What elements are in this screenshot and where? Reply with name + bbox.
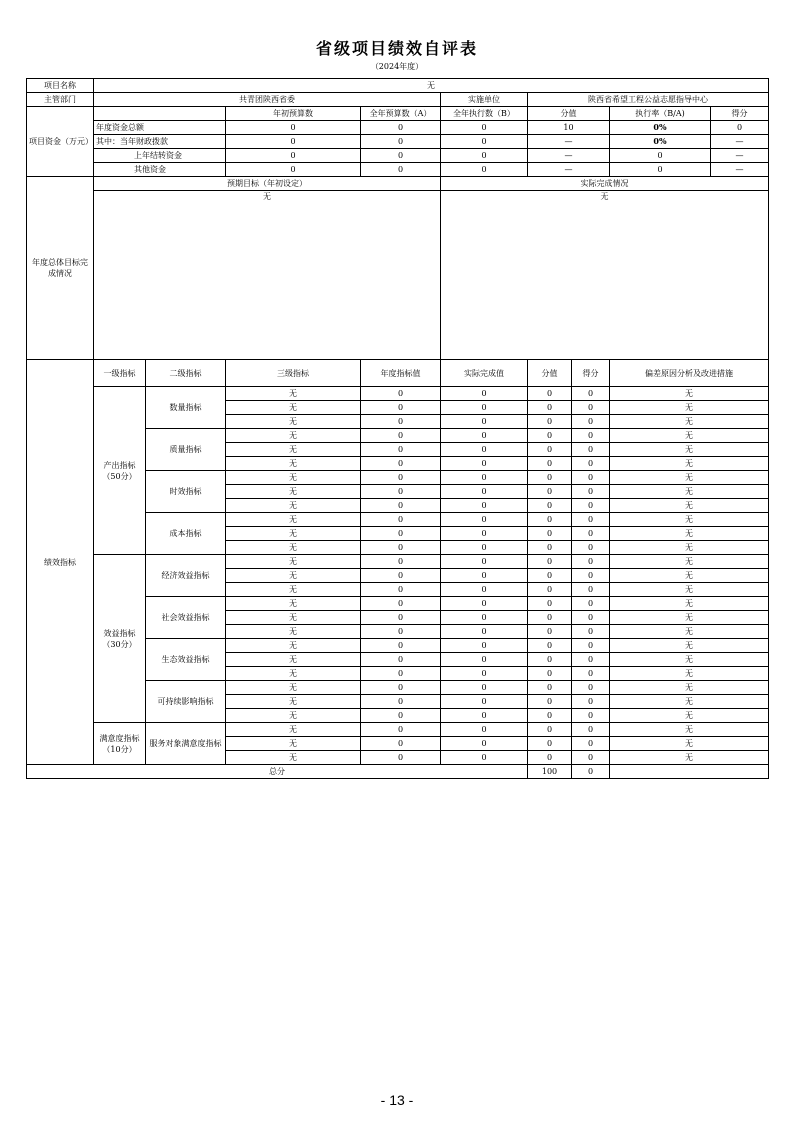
level3-indicator: 无 <box>226 639 361 653</box>
score-value: 0 <box>528 513 572 527</box>
cell: — <box>528 135 610 149</box>
deviation-value: 无 <box>610 625 769 639</box>
header-score-value: 分值 <box>528 360 572 387</box>
row-fiscal <box>27 135 769 149</box>
deviation-value: 无 <box>610 443 769 457</box>
level3-indicator: 无 <box>226 415 361 429</box>
score-value: 0 <box>528 695 572 709</box>
actual-value: 0 <box>441 513 528 527</box>
header-level1: 一级指标 <box>94 360 146 387</box>
score-value: 0 <box>528 443 572 457</box>
deviation-value: 无 <box>610 471 769 485</box>
cell: 10 <box>528 121 610 135</box>
score: 0 <box>572 387 610 401</box>
score: 0 <box>572 737 610 751</box>
actual-completion-value: 无 <box>441 191 769 360</box>
deviation-value: 无 <box>610 681 769 695</box>
deviation-value: 无 <box>610 555 769 569</box>
actual-value: 0 <box>441 443 528 457</box>
cell: 0 <box>361 149 441 163</box>
total-label: 总分 <box>27 765 528 779</box>
annual-target-value: 0 <box>361 555 441 569</box>
score: 0 <box>572 653 610 667</box>
annual-target-value: 0 <box>361 443 441 457</box>
deviation-value: 无 <box>610 387 769 401</box>
deviation-value: 无 <box>610 513 769 527</box>
cell: 0 <box>610 163 711 177</box>
deviation-value: 无 <box>610 639 769 653</box>
deviation-value: 无 <box>610 751 769 765</box>
annual-target-value: 0 <box>361 751 441 765</box>
score: 0 <box>572 639 610 653</box>
score: 0 <box>572 751 610 765</box>
annual-target-value: 0 <box>361 723 441 737</box>
row-goal-header <box>27 177 769 191</box>
level2-indicator: 成本指标 <box>146 513 226 555</box>
annual-target-value: 0 <box>361 499 441 513</box>
cell: 0 <box>361 121 441 135</box>
score-value: 0 <box>528 387 572 401</box>
level3-indicator: 无 <box>226 653 361 667</box>
col-initial-budget: 年初预算数 <box>226 107 361 121</box>
score: 0 <box>572 401 610 415</box>
level3-indicator: 无 <box>226 695 361 709</box>
indicator-row <box>27 555 769 569</box>
cell: 0 <box>441 121 528 135</box>
score: 0 <box>572 667 610 681</box>
score: 0 <box>572 485 610 499</box>
label-carryover: 上年结转资金 <box>94 149 226 163</box>
row-dept <box>27 93 769 107</box>
actual-value: 0 <box>441 527 528 541</box>
annual-target-value: 0 <box>361 485 441 499</box>
row-indicator-header <box>27 360 769 387</box>
annual-target-value: 0 <box>361 667 441 681</box>
row-annual-total <box>27 121 769 135</box>
score: 0 <box>572 583 610 597</box>
score-value: 0 <box>528 541 572 555</box>
score: 0 <box>572 597 610 611</box>
page-subtitle: （2024年度） <box>370 62 424 71</box>
col-score: 得分 <box>711 107 769 121</box>
expected-goal-value: 无 <box>94 191 441 360</box>
actual-value: 0 <box>441 639 528 653</box>
level3-indicator: 无 <box>226 625 361 639</box>
score: 0 <box>572 415 610 429</box>
header-score: 得分 <box>572 360 610 387</box>
cell: 0 <box>226 149 361 163</box>
score-value: 0 <box>528 499 572 513</box>
score: 0 <box>572 457 610 471</box>
deviation-value: 无 <box>610 737 769 751</box>
deviation-value: 无 <box>610 415 769 429</box>
annual-target-value: 0 <box>361 457 441 471</box>
actual-value: 0 <box>441 611 528 625</box>
row-project-name <box>27 79 769 93</box>
header-level3: 三级指标 <box>226 360 361 387</box>
score-value: 0 <box>528 471 572 485</box>
level3-indicator: 无 <box>226 709 361 723</box>
cell: 0 <box>361 135 441 149</box>
actual-value: 0 <box>441 583 528 597</box>
level3-indicator: 无 <box>226 443 361 457</box>
level2-indicator: 质量指标 <box>146 429 226 471</box>
score-value: 0 <box>528 681 572 695</box>
score-value: 0 <box>528 527 572 541</box>
level1-indicator: 效益指标（30分） <box>94 555 146 723</box>
actual-value: 0 <box>441 695 528 709</box>
deviation-value: 无 <box>610 667 769 681</box>
annual-target-value: 0 <box>361 681 441 695</box>
score: 0 <box>572 541 610 555</box>
actual-value: 0 <box>441 723 528 737</box>
header-annual-target: 年度指标值 <box>361 360 441 387</box>
score-value: 0 <box>528 597 572 611</box>
label-fiscal: 其中：当年财政拨款 <box>94 135 226 149</box>
header-deviation: 偏差原因分析及改进措施 <box>610 360 769 387</box>
actual-value: 0 <box>441 471 528 485</box>
score-value: 0 <box>528 737 572 751</box>
annual-target-value: 0 <box>361 569 441 583</box>
level3-indicator: 无 <box>226 555 361 569</box>
row-other <box>27 163 769 177</box>
annual-target-value: 0 <box>361 611 441 625</box>
deviation-value: 无 <box>610 541 769 555</box>
level3-indicator: 无 <box>226 737 361 751</box>
score: 0 <box>572 429 610 443</box>
score: 0 <box>572 471 610 485</box>
actual-value: 0 <box>441 653 528 667</box>
cell: 0 <box>441 163 528 177</box>
annual-target-value: 0 <box>361 583 441 597</box>
actual-value: 0 <box>441 751 528 765</box>
level2-indicator: 生态效益指标 <box>146 639 226 681</box>
cell: 0% <box>610 135 711 149</box>
impl-unit-value: 陕西省希望工程公益志愿指导中心 <box>528 93 769 107</box>
level2-indicator: 服务对象满意度指标 <box>146 723 226 765</box>
level1-indicator: 满意度指标（10分） <box>94 723 146 765</box>
annual-target-value: 0 <box>361 541 441 555</box>
level3-indicator: 无 <box>226 527 361 541</box>
score: 0 <box>572 709 610 723</box>
score-value: 0 <box>528 415 572 429</box>
row-total <box>27 765 769 779</box>
deviation-value: 无 <box>610 709 769 723</box>
annual-target-value: 0 <box>361 625 441 639</box>
score-value: 0 <box>528 639 572 653</box>
score-value: 0 <box>528 583 572 597</box>
level3-indicator: 无 <box>226 513 361 527</box>
actual-value: 0 <box>441 681 528 695</box>
actual-value: 0 <box>441 485 528 499</box>
level3-indicator: 无 <box>226 401 361 415</box>
level3-indicator: 无 <box>226 569 361 583</box>
deviation-value: 无 <box>610 653 769 667</box>
actual-value: 0 <box>441 667 528 681</box>
score-value: 0 <box>528 611 572 625</box>
cell: 0 <box>226 135 361 149</box>
deviation-value: 无 <box>610 499 769 513</box>
blank-cell <box>610 765 769 779</box>
level3-indicator: 无 <box>226 541 361 555</box>
cell: — <box>711 135 769 149</box>
level3-indicator: 无 <box>226 387 361 401</box>
cell: 0 <box>226 163 361 177</box>
level3-indicator: 无 <box>226 667 361 681</box>
deviation-value: 无 <box>610 597 769 611</box>
actual-value: 0 <box>441 625 528 639</box>
score-value: 0 <box>528 429 572 443</box>
level2-indicator: 可持续影响指标 <box>146 681 226 723</box>
score-value: 0 <box>528 457 572 471</box>
row-funds-header <box>27 107 769 121</box>
annual-target-value: 0 <box>361 415 441 429</box>
label-funds: 项目资金（万元） <box>27 107 94 177</box>
cell: — <box>528 149 610 163</box>
actual-value: 0 <box>441 387 528 401</box>
score: 0 <box>572 527 610 541</box>
level3-indicator: 无 <box>226 457 361 471</box>
blank-cell <box>94 107 226 121</box>
score-value: 0 <box>528 723 572 737</box>
cell: 0 <box>610 149 711 163</box>
level2-indicator: 时效指标 <box>146 471 226 513</box>
col-full-budget: 全年预算数（A） <box>361 107 441 121</box>
actual-value: 0 <box>441 597 528 611</box>
level3-indicator: 无 <box>226 485 361 499</box>
cell: — <box>528 163 610 177</box>
score-value: 0 <box>528 485 572 499</box>
level2-indicator: 经济效益指标 <box>146 555 226 597</box>
row-carryover <box>27 149 769 163</box>
score: 0 <box>572 611 610 625</box>
cell: 0 <box>226 121 361 135</box>
col-score-value: 分值 <box>528 107 610 121</box>
annual-target-value: 0 <box>361 709 441 723</box>
score-value: 0 <box>528 625 572 639</box>
indicator-row <box>27 723 769 737</box>
deviation-value: 无 <box>610 527 769 541</box>
label-goal-section: 年度总体目标完成情况 <box>27 177 94 360</box>
score: 0 <box>572 695 610 709</box>
actual-value: 0 <box>441 541 528 555</box>
page-number: - 13 - <box>380 1092 414 1108</box>
deviation-value: 无 <box>610 457 769 471</box>
level2-indicator: 社会效益指标 <box>146 597 226 639</box>
level2-indicator: 数量指标 <box>146 387 226 429</box>
deviation-value: 无 <box>610 429 769 443</box>
deviation-value: 无 <box>610 611 769 625</box>
actual-value: 0 <box>441 555 528 569</box>
header-level2: 二级指标 <box>146 360 226 387</box>
score-value: 0 <box>528 653 572 667</box>
level3-indicator: 无 <box>226 429 361 443</box>
annual-target-value: 0 <box>361 513 441 527</box>
annual-target-value: 0 <box>361 429 441 443</box>
cell: 0 <box>361 163 441 177</box>
level1-indicator: 产出指标（50分） <box>94 387 146 555</box>
score-value: 0 <box>528 569 572 583</box>
annual-target-value: 0 <box>361 471 441 485</box>
annual-target-value: 0 <box>361 695 441 709</box>
annual-target-value: 0 <box>361 653 441 667</box>
actual-value: 0 <box>441 737 528 751</box>
annual-target-value: 0 <box>361 527 441 541</box>
actual-value: 0 <box>441 569 528 583</box>
annual-target-value: 0 <box>361 737 441 751</box>
score: 0 <box>572 625 610 639</box>
score: 0 <box>572 513 610 527</box>
deviation-value: 无 <box>610 569 769 583</box>
actual-value: 0 <box>441 457 528 471</box>
annual-target-value: 0 <box>361 387 441 401</box>
level3-indicator: 无 <box>226 611 361 625</box>
annual-target-value: 0 <box>361 639 441 653</box>
col-full-exec: 全年执行数（B） <box>441 107 528 121</box>
deviation-value: 无 <box>610 695 769 709</box>
label-dept: 主管部门 <box>27 93 94 107</box>
dept-value: 共青团陕西省委 <box>94 93 441 107</box>
cell: — <box>711 163 769 177</box>
total-score: 0 <box>572 765 610 779</box>
cell: 0 <box>441 135 528 149</box>
actual-value: 0 <box>441 415 528 429</box>
label-impl-unit: 实施单位 <box>441 93 528 107</box>
self-evaluation-table <box>26 78 769 779</box>
level3-indicator: 无 <box>226 583 361 597</box>
actual-value: 0 <box>441 709 528 723</box>
cell: 0% <box>610 121 711 135</box>
actual-value: 0 <box>441 499 528 513</box>
level3-indicator: 无 <box>226 471 361 485</box>
label-perf-section: 绩效指标 <box>27 360 94 765</box>
cell: — <box>711 149 769 163</box>
level3-indicator: 无 <box>226 597 361 611</box>
total-value: 100 <box>528 765 572 779</box>
deviation-value: 无 <box>610 485 769 499</box>
cell: 0 <box>711 121 769 135</box>
indicator-row <box>27 387 769 401</box>
level3-indicator: 无 <box>226 723 361 737</box>
level3-indicator: 无 <box>226 751 361 765</box>
score: 0 <box>572 723 610 737</box>
label-project-name: 项目名称 <box>27 79 94 93</box>
score: 0 <box>572 555 610 569</box>
deviation-value: 无 <box>610 723 769 737</box>
level3-indicator: 无 <box>226 681 361 695</box>
annual-target-value: 0 <box>361 401 441 415</box>
col-exec-rate: 执行率（B/A) <box>610 107 711 121</box>
score: 0 <box>572 499 610 513</box>
score-value: 0 <box>528 555 572 569</box>
cell: 0 <box>441 149 528 163</box>
label-other: 其他资金 <box>94 163 226 177</box>
level3-indicator: 无 <box>226 499 361 513</box>
score-value: 0 <box>528 709 572 723</box>
project-name-value: 无 <box>94 79 769 93</box>
deviation-value: 无 <box>610 583 769 597</box>
actual-value: 0 <box>441 401 528 415</box>
score-value: 0 <box>528 751 572 765</box>
score: 0 <box>572 569 610 583</box>
label-annual-total: 年度资金总额 <box>94 121 226 135</box>
row-goal-content <box>27 191 769 360</box>
label-actual-completion: 实际完成情况 <box>441 177 769 191</box>
score-value: 0 <box>528 401 572 415</box>
page-title: 省级项目绩效自评表 <box>315 39 478 58</box>
header-actual-value: 实际完成值 <box>441 360 528 387</box>
score: 0 <box>572 443 610 457</box>
score-value: 0 <box>528 667 572 681</box>
label-expected-goal: 预期目标（年初设定） <box>94 177 441 191</box>
actual-value: 0 <box>441 429 528 443</box>
deviation-value: 无 <box>610 401 769 415</box>
annual-target-value: 0 <box>361 597 441 611</box>
score: 0 <box>572 681 610 695</box>
